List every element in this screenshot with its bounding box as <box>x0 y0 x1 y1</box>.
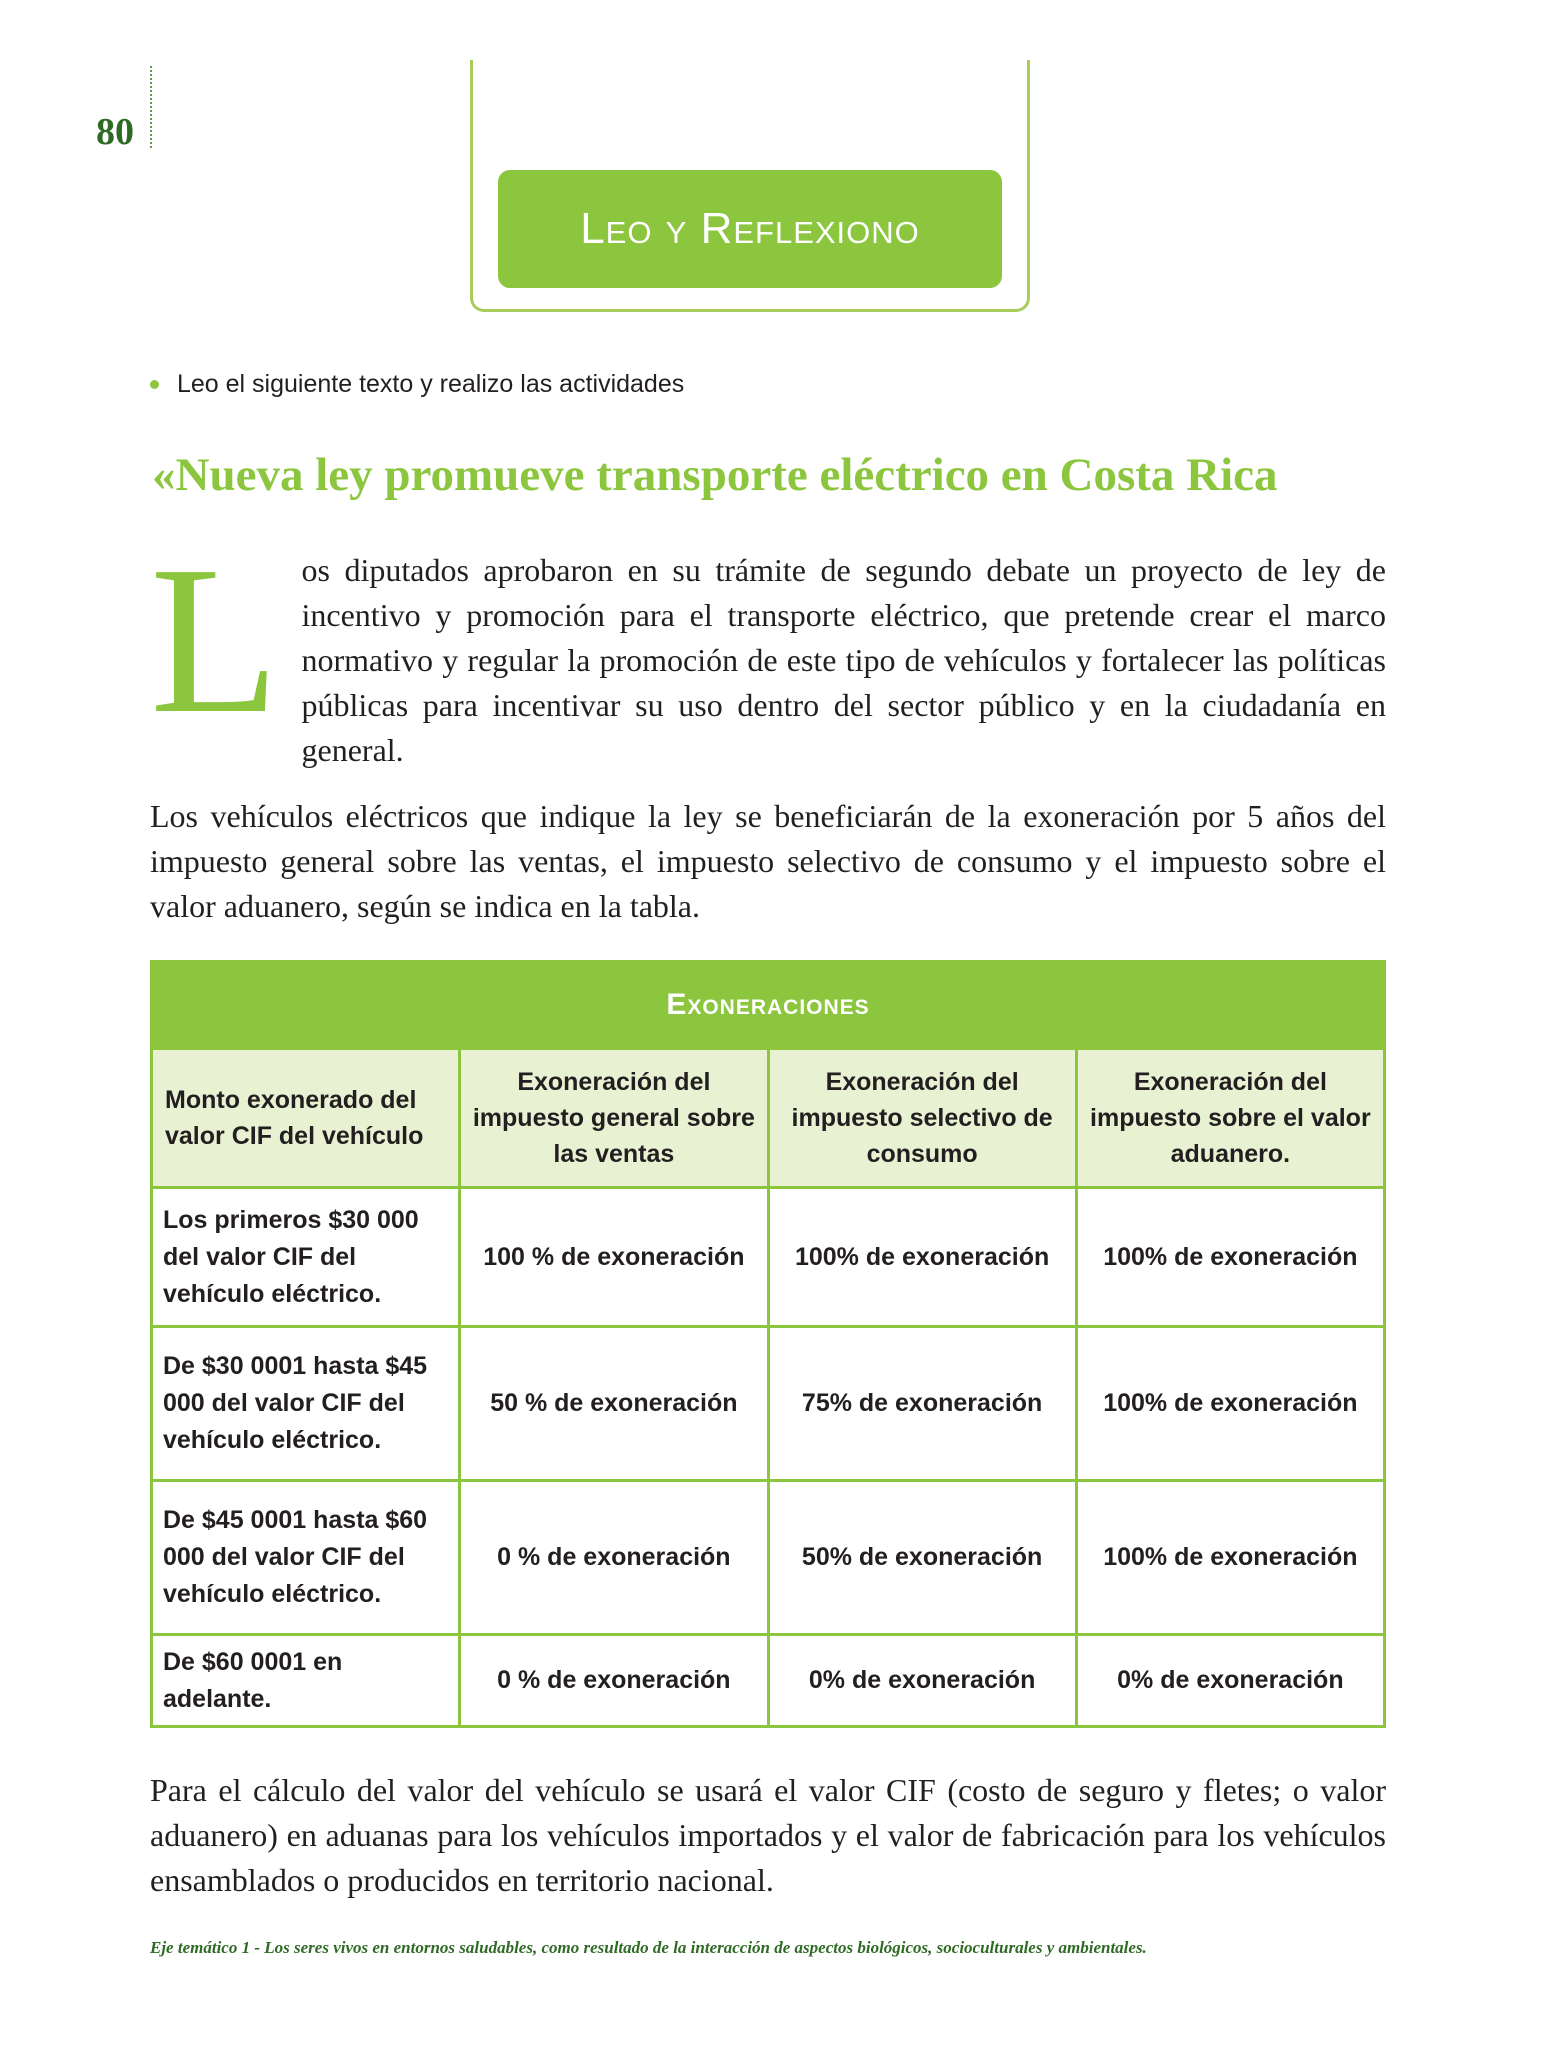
table-cell: 100% de exoneración <box>1076 1188 1384 1327</box>
table-header-cell: Exoneración del impuesto sobre el valor aduanero. <box>1076 1049 1384 1188</box>
page-number-divider <box>150 66 152 148</box>
table-cell: 50 % de exoneración <box>460 1327 768 1481</box>
table-title: Exoneraciones <box>152 962 1385 1049</box>
table-cell: 0 % de exoneración <box>460 1635 768 1727</box>
instruction-text: Leo el siguiente texto y realizo las actividades <box>177 370 685 398</box>
table-cell: 100% de exoneración <box>768 1188 1076 1327</box>
section-title: Leo y Reflexiono <box>580 204 920 253</box>
article-paragraph-3: Para el cálculo del valor del vehículo se usará el valor CIF (costo de seguro y fletes; o valor aduanero) en aduanas para los vehículos importados y el valor de fabricación para los vehículos ensamblados o producidos en territorio nacional. <box>150 1772 1386 1898</box>
table-cell: 0 % de exoneración <box>460 1481 768 1635</box>
article-paragraph-1 <box>150 522 1386 773</box>
table-cell: 75% de exoneración <box>768 1327 1076 1481</box>
table-cell: 100% de exoneración <box>1076 1481 1384 1635</box>
table-cell: 0% de exoneración <box>1076 1635 1384 1727</box>
exoneration-table <box>150 960 1386 1728</box>
page-footer: Eje temático 1 - Los seres vivos en entornos saludables, como resultado de la interacción de aspectos biológicos, socioculturales y ambientales. <box>150 1938 1147 1957</box>
bullet-icon <box>150 380 159 389</box>
table-cell: 0% de exoneración <box>768 1635 1076 1727</box>
table-row-label: Los primeros $30 000 del valor CIF del vehículo eléctrico. <box>152 1188 460 1327</box>
table-header-row <box>152 1049 1385 1188</box>
table-header-cell: Exoneración del impuesto selectivo de consumo <box>768 1049 1076 1188</box>
table-row <box>152 1481 1385 1635</box>
table-cell: 100% de exoneración <box>1076 1327 1384 1481</box>
drop-cap: L <box>150 522 280 757</box>
table-row-label: De $60 0001 en adelante. <box>152 1635 460 1727</box>
table-row <box>152 1188 1385 1327</box>
table-row <box>152 1327 1385 1481</box>
table-row-label: De $30 0001 hasta $45 000 del valor CIF del vehículo eléctrico. <box>152 1327 460 1481</box>
table-row-label: De $45 0001 hasta $60 000 del valor CIF del vehículo eléctrico. <box>152 1481 460 1635</box>
table-row <box>152 1635 1385 1727</box>
instruction-line <box>150 370 684 399</box>
table-cell: 100 % de exoneración <box>460 1188 768 1327</box>
table-header-cell: Monto exonerado del valor CIF del vehículo <box>152 1049 460 1188</box>
table-cell: 50% de exoneración <box>768 1481 1076 1635</box>
table-header-cell: Exoneración del impuesto general sobre las ventas <box>460 1049 768 1188</box>
section-banner <box>498 170 1002 288</box>
page-number: 80 <box>96 111 134 153</box>
article-paragraph-2: Los vehículos eléctricos que indique la ley se beneficiarán de la exoneración por 5 años del impuesto general sobre las ventas, el impuesto selectivo de consumo y el impuesto sobre el valor aduanero, según se indica en la tabla. <box>150 798 1386 924</box>
paragraph-1-text: os diputados aprobaron en su trámite de segundo debate un proyecto de ley de incentivo y promoción para el transporte eléctrico, que pretende crear el marco normativo y regular la promoción de este tipo de vehículos y fortalecer las políticas públicas para incentivar su uso dentro del sector público y en la ciudadanía en general. <box>301 552 1386 768</box>
article-headline: «Nueva ley promueve transporte eléctrico en Costa Rica <box>152 449 1278 501</box>
